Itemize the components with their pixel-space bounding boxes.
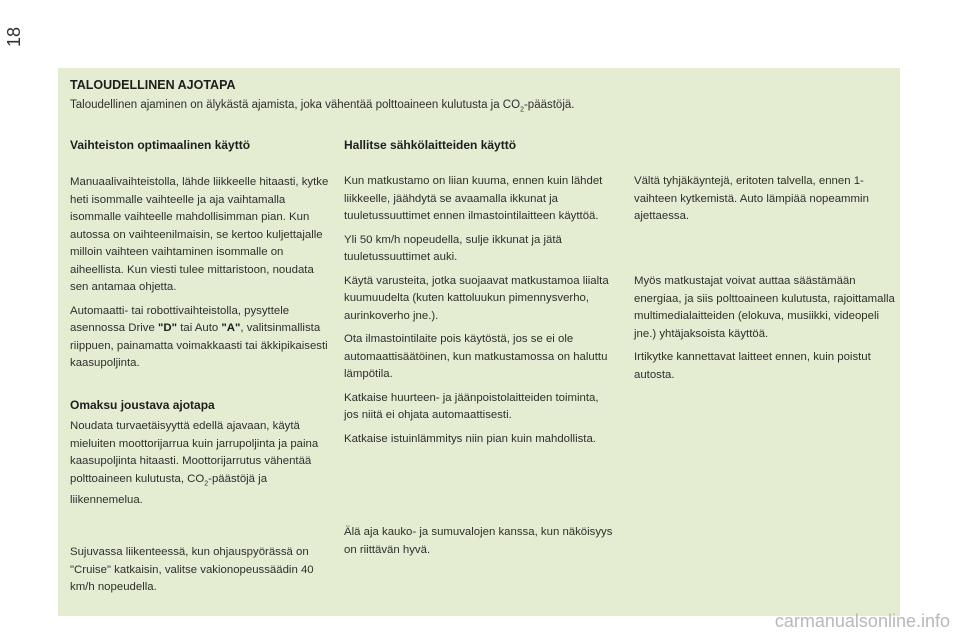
idling-paragraph: Vältä tyhjäkäyntejä, eritoten talvella, ennen 1-vaihteen kytkemistä. Auto lämpiää nopeammin ajettaessa.	[634, 175, 869, 222]
flexible-driving-text	[70, 418, 332, 516]
manual-gearbox-paragraph: Manuaalivaihteistolla, lähde liikkeelle hitaasti, kytke heti isommalle vaihteelle ja aja vaihtamalla isommalle vaihteelle mahdollisimman pian. Kun autossa on vaihteenilmaisin, se kertoo kuljettajalle milloin vaihteen vaihtaminen isommalle on aiheellista. Kun viesti tulee mittaristoon, noudata sen antamaa ohjetta.	[70, 176, 329, 293]
gearbox-heading: Vaihteiston optimaalinen käyttö	[70, 138, 251, 152]
auto-label: "A"	[221, 322, 241, 334]
sun-protection-paragraph: Käytä varusteita, jotka suojaavat matkustamoa liialta kuumuudelta (kuten kattoluukun pimennysverho, aurinkoverho jne.).	[344, 274, 609, 322]
lights-text	[344, 524, 616, 565]
intro-subscript: 2	[520, 106, 524, 114]
multimedia-paragraph: Myös matkustajat voivat auttaa säästämään energiaa, ja siis polttoaineen kulutusta, rajoittamalla multimedialaitteiden (elokuva, musiikki, videopeli jne.) yhtäjaksoista käyttöä.	[634, 275, 895, 340]
auto-text-2: tai Auto	[177, 322, 222, 334]
portable-devices-paragraph: Irtikytke kannettavat laitteet ennen, kuin poistut autosta.	[634, 351, 871, 381]
defrost-paragraph: Katkaise huurteen- ja jäänpoistolaitteiden toiminta, jos niitä ei ohjata automaattisesti.	[344, 391, 599, 421]
intro-text-main: Taloudellinen ajaminen on älykästä ajamista, joka vähentää polttoaineen kulutusta ja CO	[70, 99, 521, 111]
intro-text-end: -päästöjä.	[523, 99, 575, 111]
electrical-text	[344, 173, 616, 454]
automatic-gearbox-paragraph	[70, 303, 332, 373]
engine-brake-text: Noudata turvaetäisyyttä edellä ajavaan, käytä mieluiten moottorijarrua kuin jarrupoljinta ja paina kaasupoljinta hitaasti. Moottorijarrutus vähentää polttoaineen kulutusta, CO	[70, 420, 319, 485]
page-number: 18	[4, 26, 24, 47]
emissions-text: -päästöjä ja liikennemelua.	[70, 472, 268, 507]
seat-heating-paragraph: Katkaise istuinlämmitys niin pian kuin mahdollista.	[344, 432, 596, 445]
cabin-cooling-paragraph: Kun matkustamo on liian kuuma, ennen kuin lähdet liikkeelle, jäähdytä se avaamalla ikkunat ja tuuletussuuttimet ennen ilmastointilaitteen käyttöä.	[344, 175, 603, 222]
electrical-heading: Hallitse sähkölaitteiden käyttö	[344, 138, 517, 152]
air-conditioning-paragraph: Ota ilmastointilaite pois käytöstä, jos se ei ole automaattisäätöinen, kun matkustamossa on haluttu lämpötila.	[344, 333, 608, 380]
safe-distance-paragraph	[70, 418, 332, 510]
windows-paragraph: Yli 50 km/h nopeudella, sulje ikkunat ja jätä tuuletussuuttimet auki.	[344, 233, 562, 263]
watermark: carmanualsonline.info	[774, 611, 950, 631]
flexible-driving-heading: Omaksu joustava ajotapa	[70, 398, 215, 412]
drive-label: "D"	[158, 322, 178, 334]
auto-text-3: , valitsinmallista riippuen, painamatta voimakkaasti tai äkkipikaisesti kaasupoljinta.	[70, 322, 328, 369]
section-title: TALOUDELLINEN AJOTAPA	[70, 78, 236, 92]
cruise-text	[70, 544, 332, 603]
idling-text	[634, 173, 896, 232]
fog-lights-paragraph: Älä aja kauko- ja sumuvalojen kanssa, kun näköisyys on riittävän hyvä.	[344, 526, 613, 556]
passengers-text	[634, 273, 896, 390]
gearbox-text	[70, 174, 332, 379]
cruise-paragraph: Sujuvassa liikenteessä, kun ohjauspyörässä on "Cruise" katkaisin, valitse vakionopeussäädin 40 km/h nopeudella.	[70, 546, 314, 593]
auto-text-1: Automaatti- tai robottivaihteistolla, pysyttele asennossa Drive	[70, 304, 290, 334]
intro-text	[70, 99, 870, 113]
co2-subscript: 2	[204, 479, 209, 487]
